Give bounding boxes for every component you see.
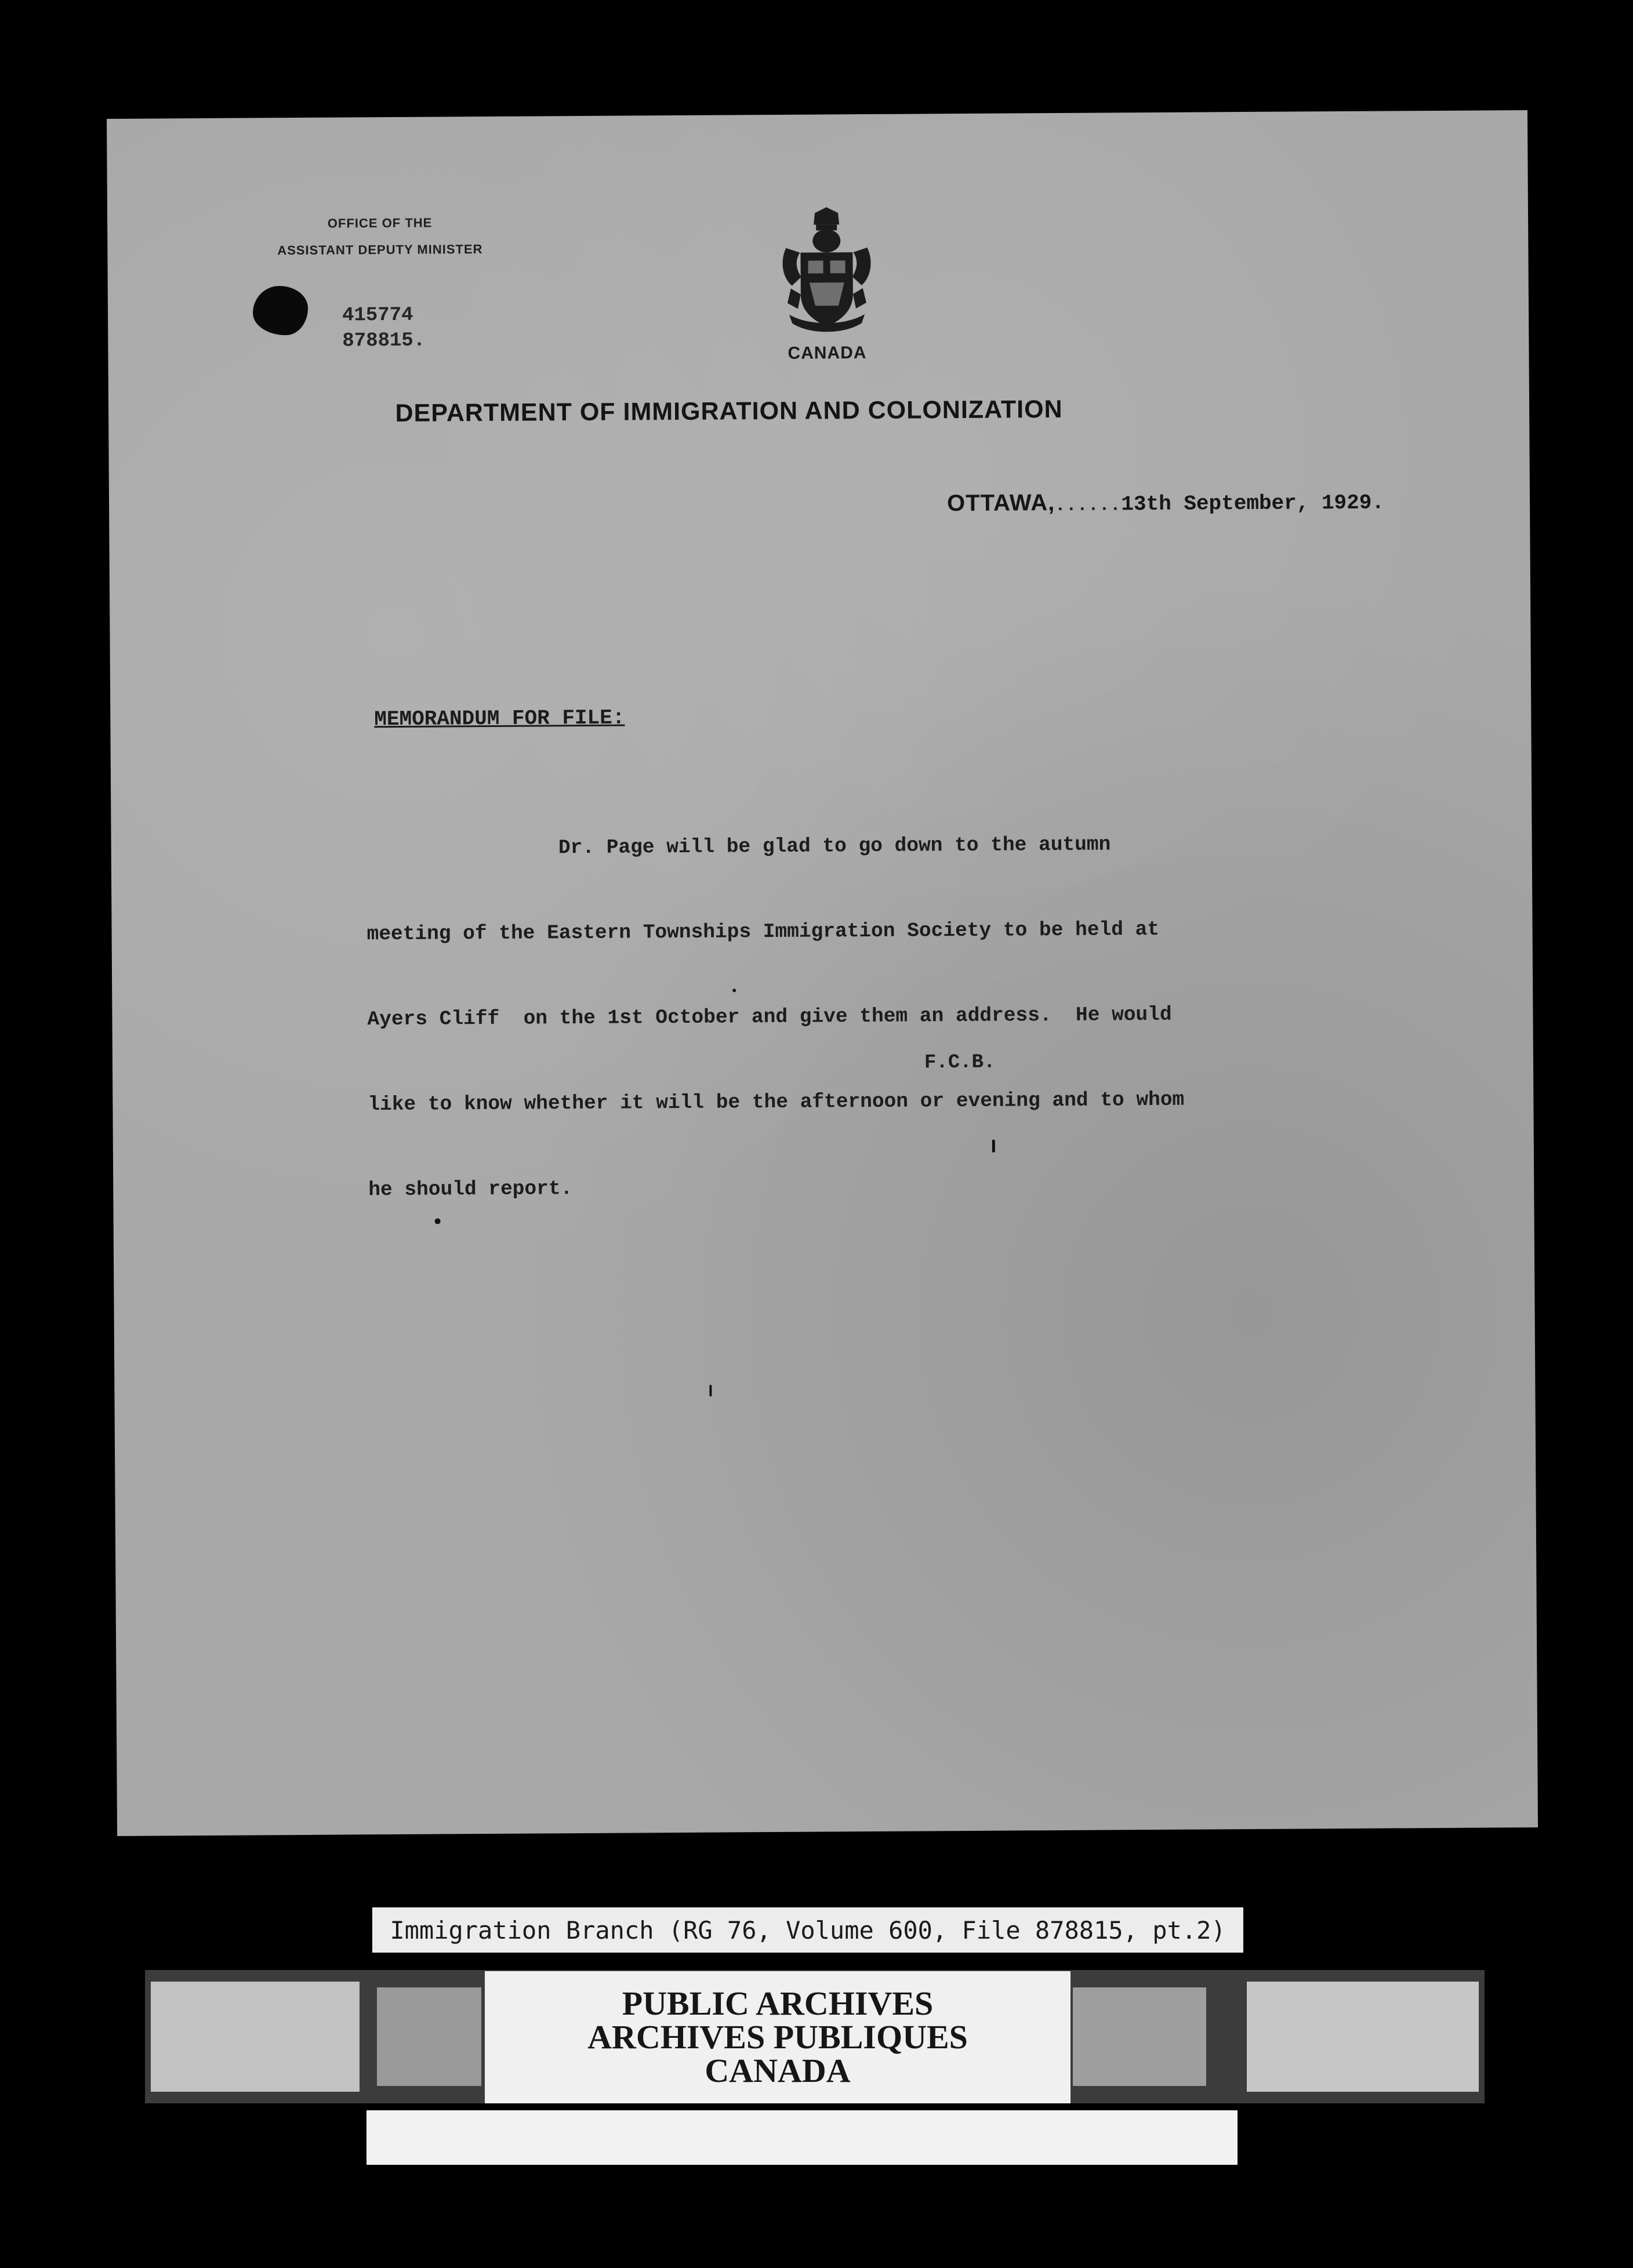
punch-hole	[253, 286, 309, 336]
office-line-1: OFFICE OF THE	[327, 215, 433, 231]
memo-body-line: like to know whether it will be the afternoon or evening and to whom	[368, 1088, 1185, 1117]
dateline-date: 13th September, 1929.	[1121, 490, 1385, 517]
ink-speck	[709, 1385, 712, 1397]
office-line-2: ASSISTANT DEPUTY MINISTER	[277, 242, 483, 258]
dateline-city: OTTAWA,	[946, 490, 1055, 517]
memo-body-line: he should report.	[368, 1177, 573, 1202]
memo-body-line: Dr. Page will be glad to go down to the autumn	[366, 833, 1111, 861]
strip-block	[1247, 1982, 1479, 2092]
file-number-2: 878815.	[342, 329, 426, 352]
strip-block	[151, 1982, 360, 2092]
archives-line-3: CANADA	[705, 2052, 851, 2089]
canada-coat-of-arms-icon	[774, 207, 879, 341]
archives-line-2: ARCHIVES PUBLIQUES	[587, 2018, 968, 2056]
ink-speck	[435, 1219, 441, 1224]
file-number-1: 415774	[342, 304, 413, 327]
strip-block	[1073, 1987, 1206, 2086]
memo-page	[107, 110, 1538, 1836]
archive-reference-label: Immigration Branch (RG 76, Volume 600, File 878815, pt.2)	[372, 1907, 1243, 1953]
ink-speck	[732, 988, 736, 992]
dateline-dots: ......	[1055, 496, 1122, 517]
memo-body-line: meeting of the Eastern Townships Immigration Society to be held at	[366, 918, 1160, 946]
memo-heading: MEMORANDUM FOR FILE:	[374, 706, 625, 732]
country-label: CANADA	[788, 343, 867, 363]
strip-block	[377, 1987, 481, 2086]
memo-body	[366, 773, 1185, 1262]
signature-initials: F.C.B.	[924, 1051, 996, 1074]
bottom-blank-label	[366, 2110, 1238, 2165]
ink-speck	[992, 1140, 995, 1153]
file-numbers	[342, 303, 425, 354]
archives-line-1: PUBLIC ARCHIVES	[622, 1984, 934, 2022]
dateline	[947, 488, 1384, 518]
public-archives-label	[485, 1971, 1070, 2103]
office-heading	[217, 209, 543, 264]
memo-body-line: Ayers Cliff on the 1st October and give them an address. He would	[367, 1003, 1172, 1031]
department-title: DEPARTMENT OF IMMIGRATION AND COLONIZATION	[395, 395, 1063, 427]
